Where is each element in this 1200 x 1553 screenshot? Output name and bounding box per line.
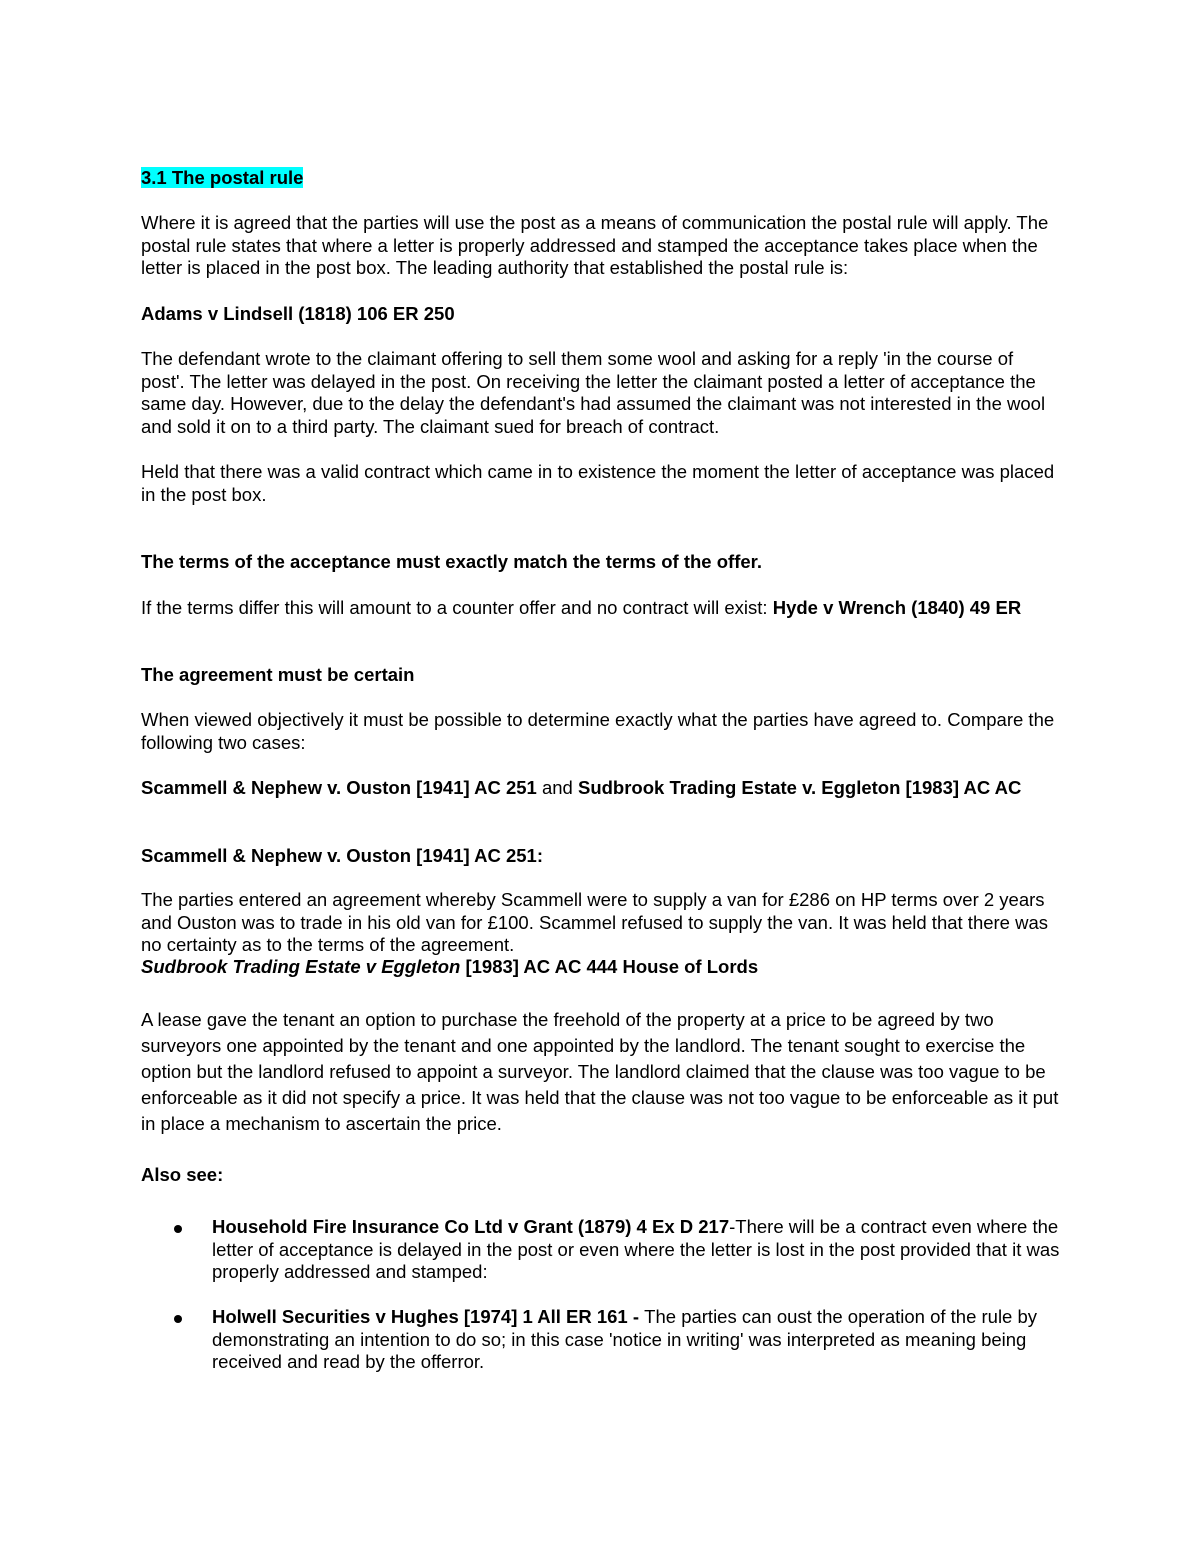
sudbrook-citation: [1983] AC AC 444 House of Lords [460,956,759,977]
hyde-case: Hyde v Wrench (1840) 49 ER [772,597,1022,618]
certain-text: When viewed objectively it must be possible to determine exactly what the parties have agreed to. Compare the following two cases: [141,709,1055,753]
terms-heading: The terms of the acceptance must exactly match the terms of the offer. [141,551,762,572]
certain-heading: The agreement must be certain [141,664,415,685]
postal-rule-intro: Where it is agreed that the parties will use the post as a means of communication the postal rule will apply. The postal rule states that where a letter is properly addressed and stamped the acceptance takes place when the letter is placed in the post box. The leading authority that established the postal rule is: [141,212,1049,278]
also-see-heading: Also see: [141,1164,224,1185]
sudbrook-case-name: Sudbrook Trading Estate v Eggleton [141,956,461,977]
counter-offer-paragraph [141,597,1061,620]
adams-facts: The defendant wrote to the claimant offering to sell them some wool and asking for a reply 'in the course of post'. The letter was delayed in the post. On receiving the letter the claimant posted a letter of acceptance the same day. However, due to the delay the defendant's had assumed the claimant was not interested in the wool and sold it on to a third party. The claimant sued for breach of contract. [141,348,1046,437]
compare-joiner: and [536,777,578,798]
list-item-text [212,1306,1061,1374]
household-text: -There will be a contract even where the letter of acceptance is delayed in the post or even where the letter is lost in the post provided that it was properly addressed and stamped: [212,1216,1060,1282]
compare-cases [141,777,1061,800]
holwell-text: The parties can oust the operation of the rule by demonstrating an intention to do so; in this case 'notice in writing' was interpreted as meaning being received and read by the offerror. [212,1306,1038,1372]
holwell-case: Holwell Securities v Hughes [1974] 1 All ER 161 - [212,1306,645,1327]
bullet-icon [174,1225,182,1233]
section-heading [141,167,1061,190]
list-item-text [212,1216,1061,1284]
sudbrook-facts: A lease gave the tenant an option to purchase the freehold of the property at a price to be agreed by two surveyors one appointed by the tenant and one appointed by the landlord. The tenant sought to exercise the option but the landlord refused to appoint a surveyor. The landlord claimed that the clause was too vague to be enforceable as it did not specify a price. It was held that the clause was not too vague to be enforceable as it put in place a mechanism to ascertain the price. [141,1009,1059,1134]
compare-case-scammell: Scammell & Nephew v. Ouston [1941] AC 251 [141,777,537,798]
heading-highlight: 3.1 The postal rule [141,167,304,188]
list-item [141,1306,1061,1374]
scammell-facts: The parties entered an agreement whereby Scammell were to supply a van for £286 on HP terms over 2 years and Ouston was to trade in his old van for £100. Scammel refused to supply the van. It was held that there was no certainty as to the terms of the agreement. [141,889,1049,955]
compare-case-sudbrook: Sudbrook Trading Estate v. Eggleton [1983] AC AC [577,777,1022,798]
adams-case-title: Adams v Lindsell (1818) 106 ER 250 [141,303,455,324]
counter-offer-text: If the terms differ this will amount to a counter offer and no contract will exist: [141,597,773,618]
household-case: Household Fire Insurance Co Ltd v Grant (1879) 4 Ex D 217 [212,1216,730,1237]
sudbrook-heading [141,956,1061,979]
bullet-icon [174,1315,182,1323]
list-item [141,1216,1061,1284]
scammell-heading: Scammell & Nephew v. Ouston [1941] AC 251: [141,845,543,866]
adams-held: Held that there was a valid contract which came in to existence the moment the letter of acceptance was placed in the post box. [141,461,1055,505]
